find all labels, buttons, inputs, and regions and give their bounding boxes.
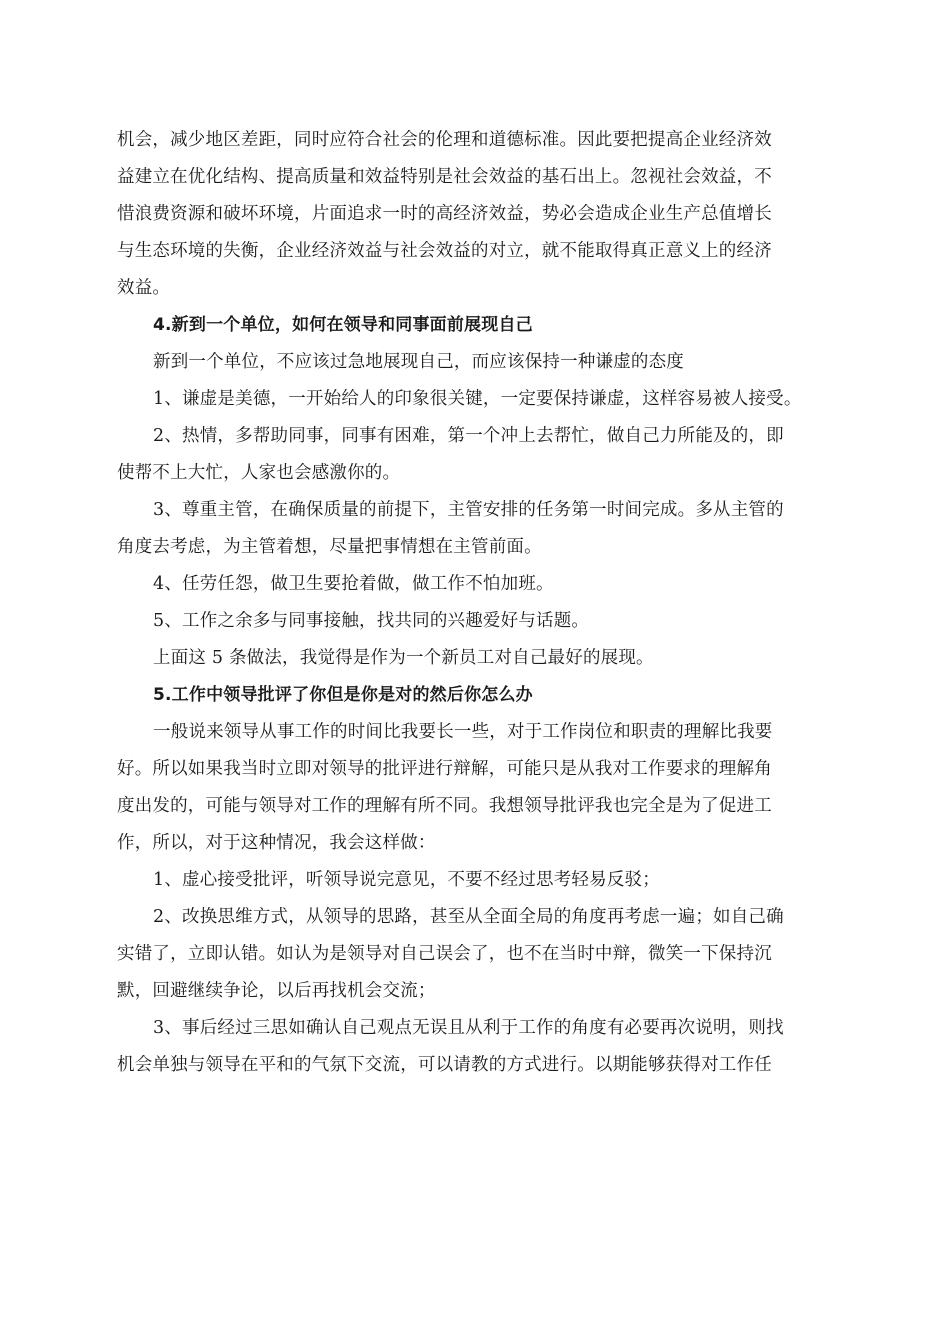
- paragraph-line: 使帮不上大忙，人家也会感激你的。: [117, 463, 401, 483]
- list-item: 3、尊重主管，在确保质量的前提下，主管安排的任务第一时间完成。多从主管的: [153, 500, 784, 520]
- list-item: 5、工作之余多与同事接触，找共同的兴趣爱好与话题。: [153, 611, 590, 631]
- paragraph-line: 机会，减少地区差距，同时应符合社会的伦理和道德标准。因此要把提高企业经济效: [117, 130, 772, 150]
- paragraph-line: 效益。: [117, 278, 171, 298]
- paragraph-line: 上面这 5 条做法，我觉得是作为一个新员工对自己最好的展现。: [153, 648, 654, 668]
- list-item: 1、谦虚是美德，一开始给人的印象很关键，一定要保持谦虚，这样容易被人接受。: [153, 389, 802, 409]
- section-heading-4: 4.新到一个单位，如何在领导和同事面前展现自己: [153, 315, 533, 335]
- list-item: 3、事后经过三思如确认自己观点无误且从利于工作的角度有必要再次说明，则找: [153, 1018, 784, 1038]
- section-heading-5: 5.工作中领导批评了你但是你是对的然后你怎么办: [153, 685, 533, 705]
- paragraph-line: 与生态环境的失衡，企业经济效益与社会效益的对立，就不能取得真正意义上的经济: [117, 241, 772, 261]
- paragraph-line: 新到一个单位，不应该过急地展现自己，而应该保持一种谦虚的态度: [153, 352, 684, 372]
- paragraph-line: 机会单独与领导在平和的气氛下交流，可以请教的方式进行。以期能够获得对工作任: [117, 1055, 772, 1075]
- paragraph-line: 惜浪费资源和破坏环境，片面追求一时的高经济效益，势必会造成企业生产总值增长: [117, 204, 772, 224]
- paragraph-line: 默，回避继续争论，以后再找机会交流；: [117, 981, 436, 1001]
- paragraph-line: 好。所以如果我当时立即对领导的批评进行辩解，可能只是从我对工作要求的理解角: [117, 759, 772, 779]
- paragraph-line: 度出发的，可能与领导对工作的理解有所不同。我想领导批评我也完全是为了促进工: [117, 796, 772, 816]
- list-item: 2、热情，多帮助同事，同事有困难，第一个冲上去帮忙，做自己力所能及的，即: [153, 426, 784, 446]
- paragraph-line: 益建立在优化结构、提高质量和效益特别是社会效益的基石出上。忽视社会效益，不: [117, 167, 772, 187]
- paragraph-line: 作，所以，对于这种情况，我会这样做：: [117, 833, 436, 853]
- paragraph-line: 一般说来领导从事工作的时间比我要长一些，对于工作岗位和职责的理解比我要: [153, 722, 773, 742]
- paragraph-line: 实错了，立即认错。如认为是领导对自己误会了，也不在当时中辩，微笑一下保持沉: [117, 944, 772, 964]
- list-item: 4、任劳任怨，做卫生要抢着做，做工作不怕加班。: [153, 574, 554, 594]
- paragraph-line: 角度去考虑，为主管着想，尽量把事情想在主管前面。: [117, 537, 542, 557]
- list-item: 2、改换思维方式，从领导的思路，甚至从全面全局的角度再考虑一遍；如自己确: [153, 907, 784, 927]
- list-item: 1、虚心接受批评，听领导说完意见，不要不经过思考轻易反驳；: [153, 870, 660, 890]
